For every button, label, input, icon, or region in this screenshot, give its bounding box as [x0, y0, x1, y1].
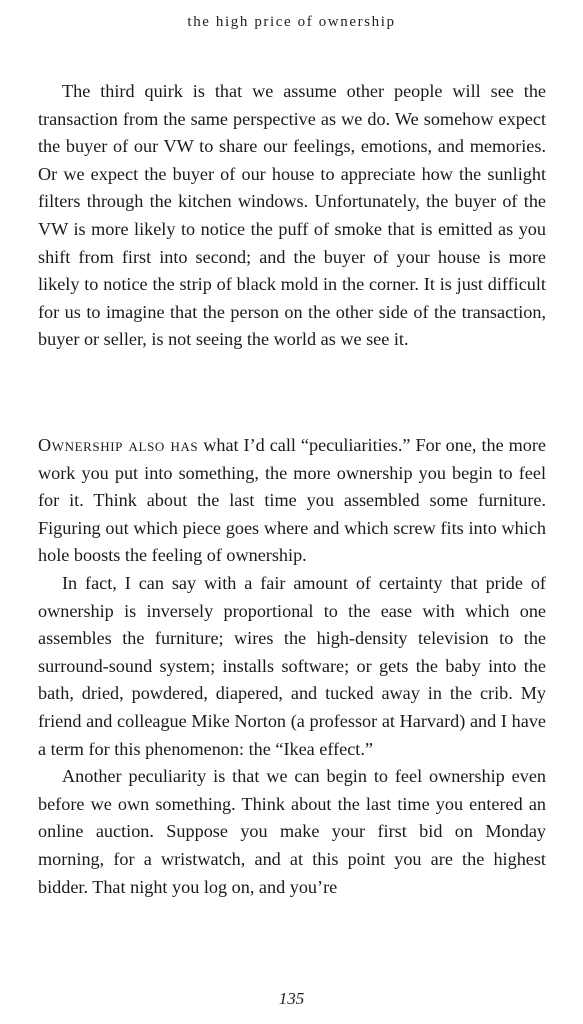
running-head: the high price of ownership — [187, 14, 396, 30]
section-lead-in: Ownership also has — [38, 435, 199, 455]
paragraph-third-quirk: The third quirk is that we assume other people will see the transaction from the same perspective as we do. We somehow expect the buyer of our VW to share our feelings, emotions, and memories. Or we expect the buyer of our house to appreciate how the sunlight filters through the kitchen windows. Unfortunately, the buyer of the VW is more likely to notice the puff of smoke that is emitted as you shift from first into second; and the buyer of your house is more likely to notice the strip of black mold in the corner. It is just difficult for us to imagine that the person on the other side of the transaction, buyer or seller, is not seeing the world as we see it. — [38, 81, 546, 350]
paragraph-ikea-effect: In fact, I can say with a fair amount of certainty that pride of ownership is inversely proportional to the ease with which one assembles the furniture; wires the high-density television to the surround-sound system; installs software; or gets the baby into the bath, dried, powdered, diapered, and tucked away in the crib. My friend and colleague Mike Norton (a professor at Harvard) and I have a term for this phenomenon: the “Ikea effect.” — [38, 572, 546, 759]
paragraph-peculiarities-text: what I’d call “peculiarities.” For one, the more work you put into something, the more ownership you begin to feel for it. Think about the last time you assembled some furniture. Figuring out which piece goes where and which screw fits into which hole boosts the feeling of ownership. — [38, 435, 546, 566]
page-number: 135 — [278, 989, 305, 1008]
text-block-bottom — [38, 432, 546, 901]
text-block-top — [38, 78, 546, 354]
paragraph-peculiarities — [38, 432, 546, 570]
paragraph-online-auction: Another peculiarity is that we can begin to feel ownership even before we own something. Think about the last time you entered an online auction. Suppose you make your first bid on Monday morning, for a wristwatch, and at this point you are the highest bidder. That night you log on, and you’re — [38, 766, 546, 897]
